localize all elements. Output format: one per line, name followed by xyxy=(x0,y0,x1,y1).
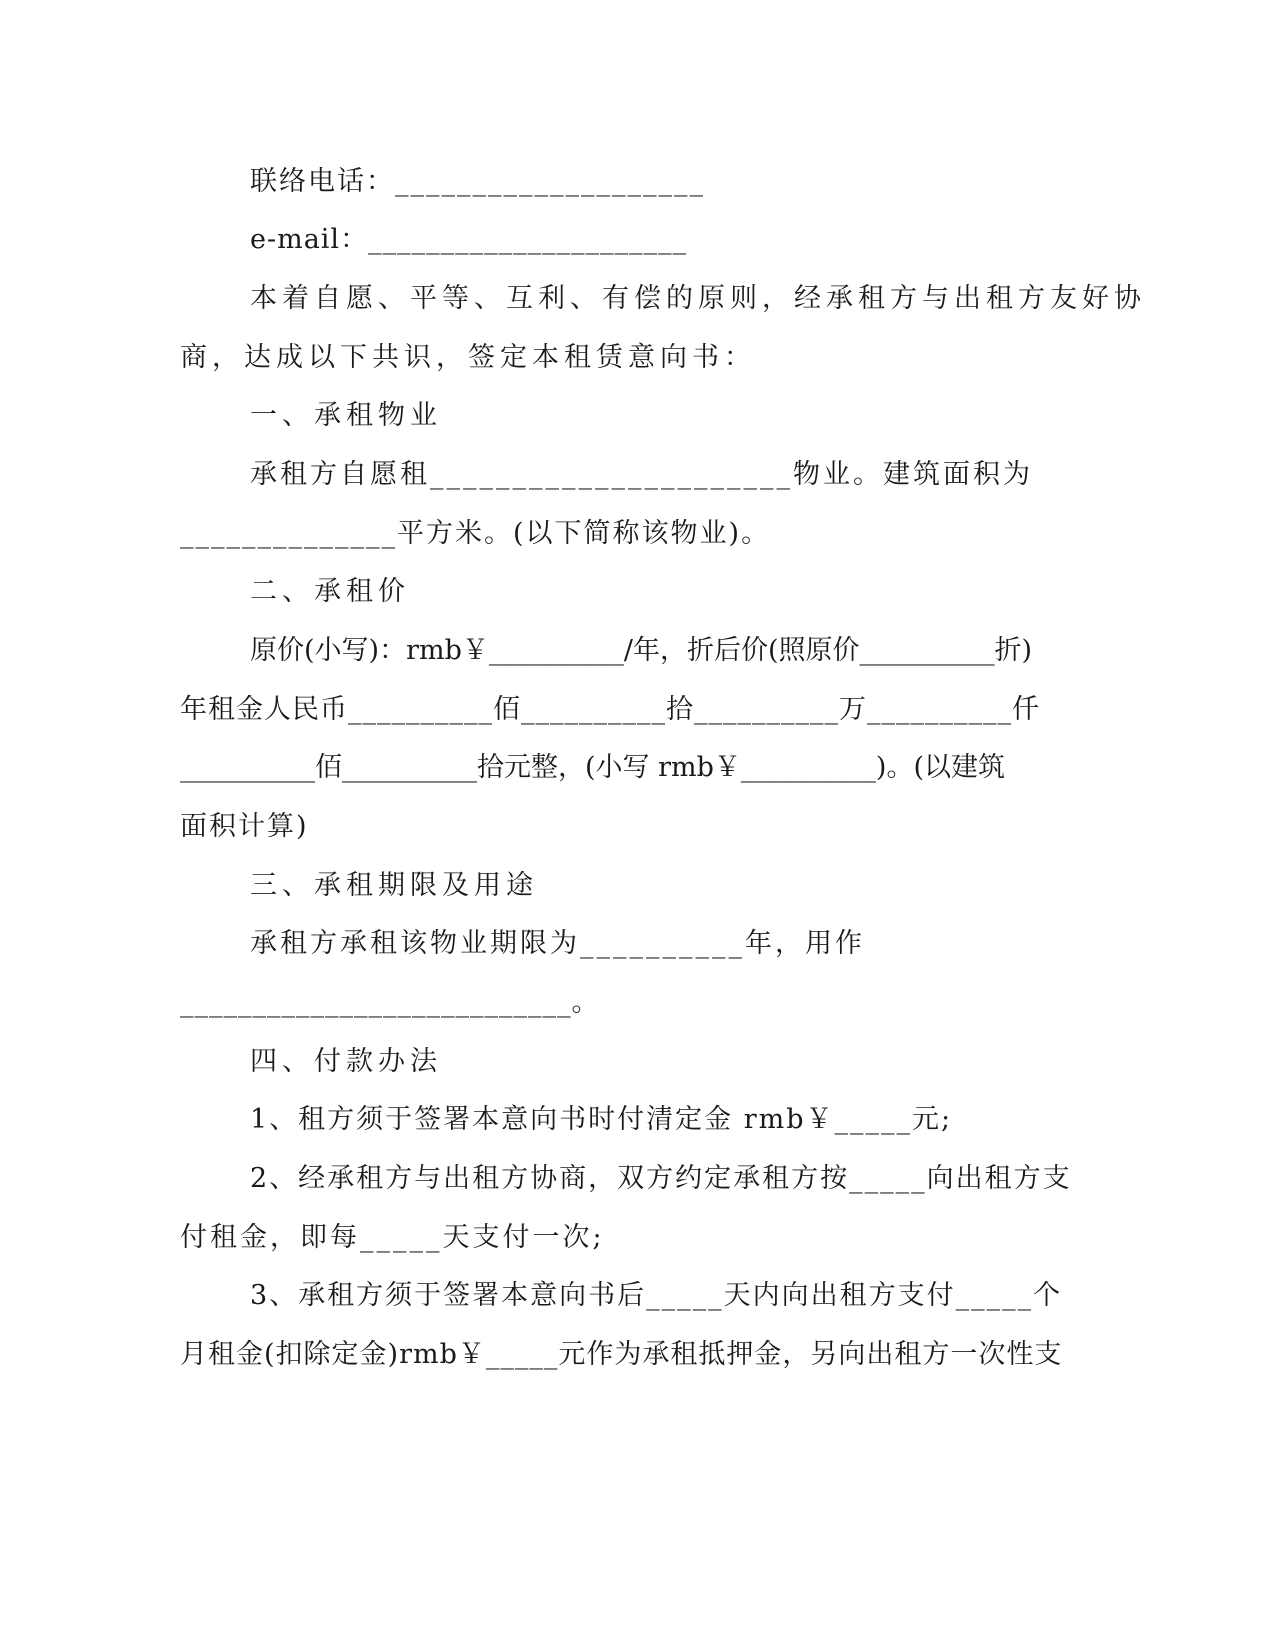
paragraph-line: 商，达成以下共识，签定本租赁意向书： xyxy=(180,342,756,373)
phone-field-line: 联络电话：____________________ xyxy=(250,166,705,197)
paragraph-line: 3、承租方须于签署本意向书后_____天内向出租方支付_____个 xyxy=(250,1280,1063,1311)
paragraph-line: ______________平方米。(以下简称该物业)。 xyxy=(180,518,771,549)
email-field-line: e-mail：______________________ xyxy=(250,224,688,255)
section-heading-property: 一、承租物业 xyxy=(250,400,442,431)
paragraph-line: 年租金人民币__________佰__________拾__________万__________仟 xyxy=(180,694,1040,725)
paragraph-line: 承租方自愿租______________________物业。建筑面积为 xyxy=(250,459,1033,490)
paragraph-line: 面积计算) xyxy=(180,811,309,842)
paragraph-line: 2、经承租方与出租方协商，双方约定承租方按_____向出租方支 xyxy=(250,1163,1072,1194)
paragraph-line: 1、租方须于签署本意向书时付清定金 rmb￥_____元; xyxy=(250,1104,953,1135)
paragraph-line: 付租金，即每_____天支付一次; xyxy=(180,1222,605,1253)
paragraph-line: 承租方承租该物业期限为__________年，用作 xyxy=(250,928,865,959)
paragraph-line: __________佰__________拾元整，(小写 rmb￥__________)。(以建筑 xyxy=(180,752,1005,783)
section-heading-term: 三、承租期限及用途 xyxy=(250,870,538,901)
paragraph-line: 原价(小写)：rmb￥__________/年，折后价(照原价__________折) xyxy=(250,635,1033,666)
section-heading-price: 二、承租价 xyxy=(250,576,410,607)
paragraph-line: ___________________________。 xyxy=(180,987,600,1018)
paragraph-line: 月租金(扣除定金)rmb￥_____元作为承租抵押金，另向出租方一次性支 xyxy=(180,1339,1063,1370)
paragraph-line: 本着自愿、平等、互利、有偿的原则，经承租方与出租方友好协 xyxy=(250,283,1146,314)
section-heading-payment: 四、付款办法 xyxy=(250,1046,442,1077)
